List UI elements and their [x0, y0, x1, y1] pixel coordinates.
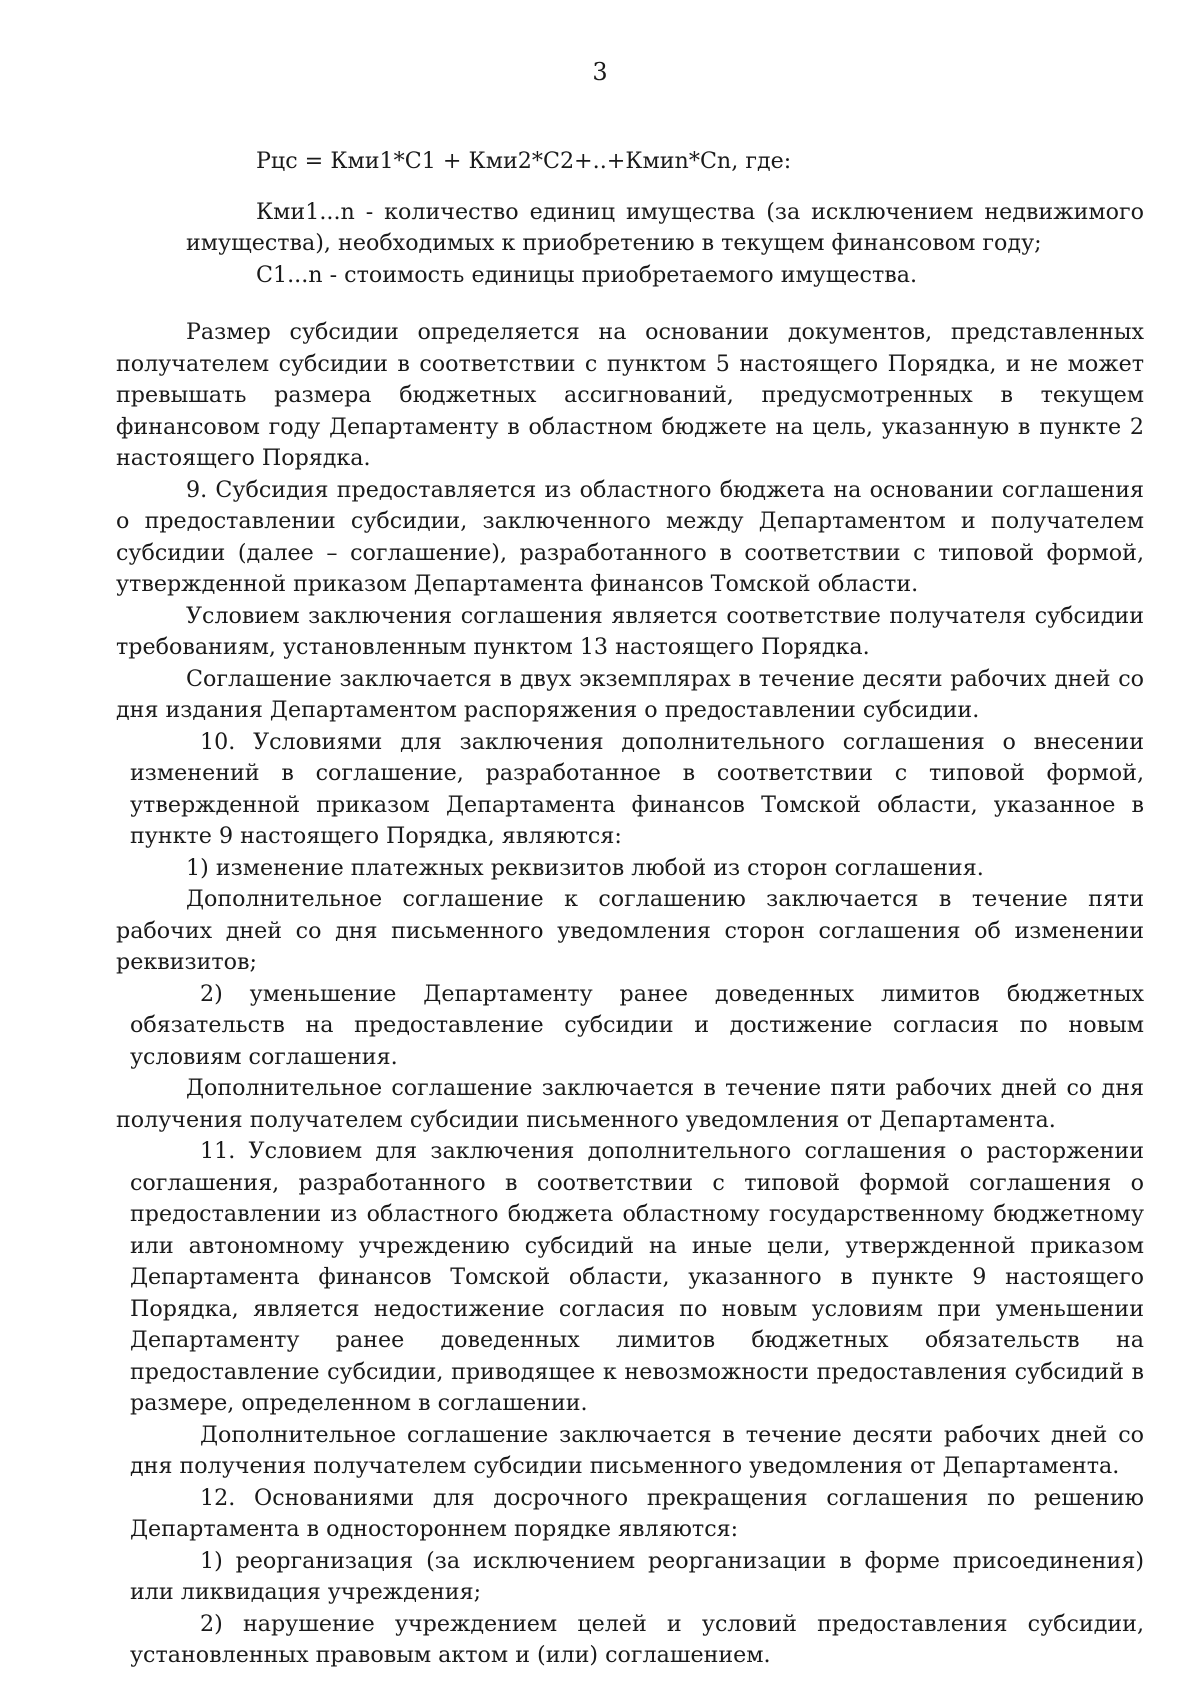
document-body — [116, 146, 1144, 1672]
paragraph-11: 11. Условием для заключения дополнительного соглашения о расторжении соглашения, разработанного в соответствии с типовой формой соглашения о предоставлении из областного бюджета областному государственному бюджетному или автономному учреждению субсидий на иные цели, утвержденной приказом Департамента финансов Томской области, указанного в пункте 9 настоящего Порядка, является недостижение согласия по новым условиям при уменьшении Департаменту ранее доведенных лимитов бюджетных обязательств на предоставление субсидии, приводящее к невозможности предоставления субсидий в размере, определенном в соглашении. — [130, 1138, 1144, 1416]
paragraph-12-item-2: 2) нарушение учреждением целей и условий предоставления субсидии, установленных правовым актом и (или) соглашением. — [130, 1610, 1144, 1668]
paragraph-12-item-1: 1) реорганизация (за исключением реорганизации в форме присоединения) или ликвидация учреждения; — [130, 1547, 1144, 1605]
paragraph-10-item-2: 2) уменьшение Департаменту ранее доведенных лимитов бюджетных обязательств на предоставление субсидии и достижение согласия по новым условиям соглашения. — [130, 980, 1144, 1070]
formula-definitions — [116, 197, 1144, 292]
paragraph-10-item-1: 1) изменение платежных реквизитов любой из сторон соглашения. — [186, 854, 984, 881]
paragraph-10-item-2-note: Дополнительное соглашение заключается в течение пяти рабочих дней со дня получения получателем субсидии письменного уведомления от Департамента. — [116, 1075, 1144, 1133]
paragraph-10: 10. Условиями для заключения дополнительного соглашения о внесении изменений в соглашение, разработанное в соответствии с типовой формой, утвержденной приказом Департамента финансов Томской области, указанное в пункте 9 настоящего Порядка, являются: — [130, 728, 1144, 849]
paragraph-9-condition: Условием заключения соглашения является соответствие получателя субсидии требованиям, установленным пунктом 13 настоящего Порядка. — [116, 602, 1144, 660]
paragraph-12: 12. Основаниями для досрочного прекращения соглашения по решению Департамента в одностороннем порядке являются: — [130, 1484, 1144, 1542]
paragraph-9: 9. Субсидия предоставляется из областного бюджета на основании соглашения о предоставлении субсидии, заключенного между Департаментом и получателем субсидии (далее – соглашение), разработанного в соответствии с типовой формой, утвержденной приказом Департамента финансов Томской области. — [116, 476, 1144, 597]
definition-c: С1...n - стоимость единицы приобретаемого имущества. — [256, 261, 918, 288]
paragraph-9-copies: Соглашение заключается в двух экземплярах в течение десяти рабочих дней со дня издания Департаментом распоряжения о предоставлении субсидии. — [116, 665, 1144, 723]
formula: Рцс = Кми1*С1 + Кми2*С2+..+Кмиn*Сn, где: — [256, 148, 792, 174]
paragraph-10-item-1-note: Дополнительное соглашение к соглашению заключается в течение пяти рабочих дней со дня письменного уведомления сторон соглашения об изменении реквизитов; — [116, 886, 1144, 975]
definition-kmi: Кми1...n - количество единиц имущества (за исключением недвижимого имущества), необходимых к приобретению в текущем финансовом году; — [186, 198, 1144, 256]
paragraph-11-note: Дополнительное соглашение заключается в течение десяти рабочих дней со дня получения получателем субсидии письменного уведомления от Департамента. — [130, 1421, 1144, 1479]
paragraph-subsidy-size: Размер субсидии определяется на основании документов, представленных получателем субсидии в соответствии с пунктом 5 настоящего Порядка, и не может превышать размера бюджетных ассигнований, предусмотренных в текущем финансовом году Департаменту в областном бюджете на цель, указанную в пункте 2 настоящего Порядка. — [116, 319, 1144, 471]
page-number: 3 — [592, 58, 608, 86]
